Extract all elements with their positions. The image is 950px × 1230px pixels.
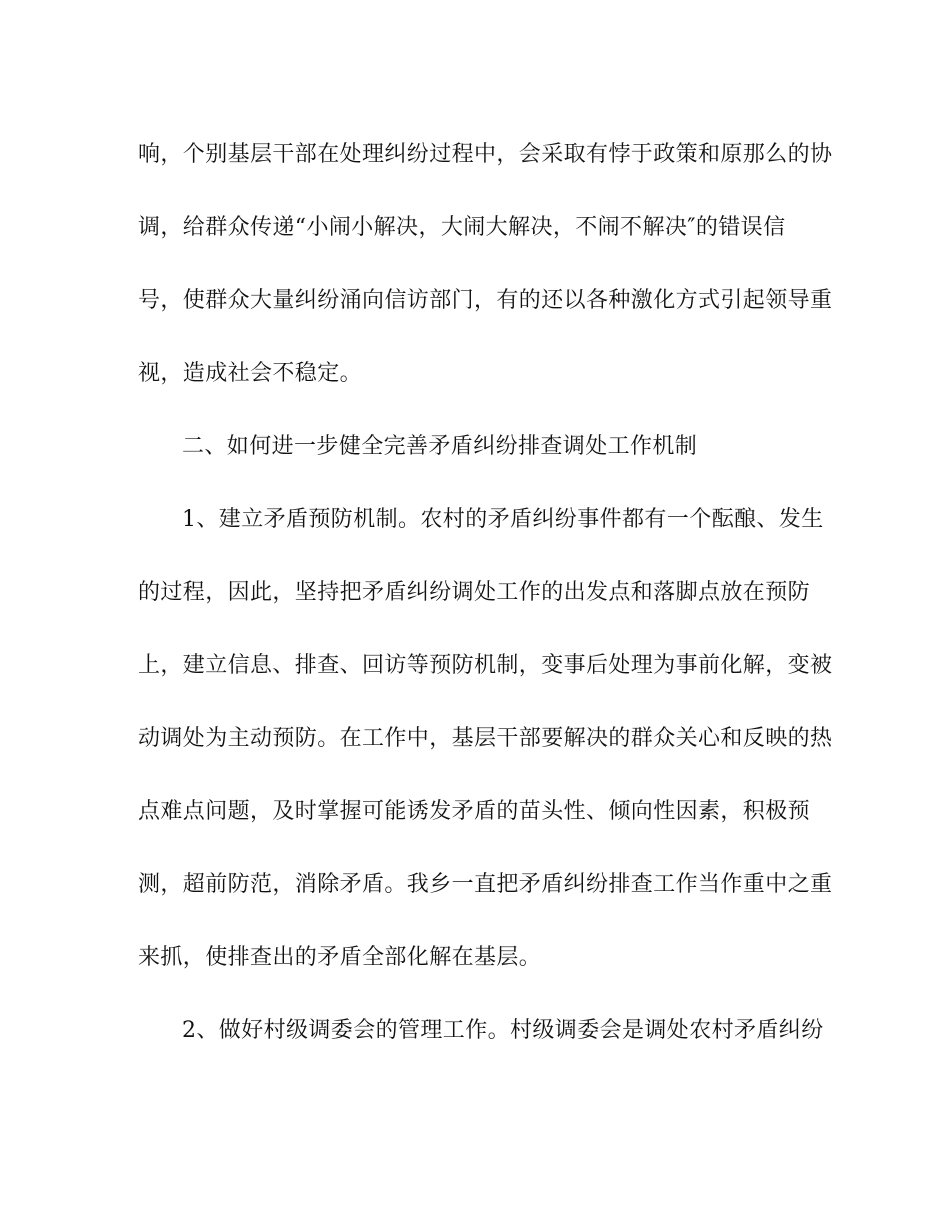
text-line: 来抓，使排查出的矛盾全部化解在基层。 xyxy=(138,945,542,970)
text-line: 调，给群众传递“小闹小解决，大闹大解决，不闹不解决″的错误信 xyxy=(138,215,786,240)
text-line: 号，使群众大量纠纷涌向信访部门，有的还以各种激化方式引起领导重 xyxy=(138,288,833,313)
text-line: 点难点问题，及时掌握可能诱发矛盾的苗头性、倾向性因素，积极预 xyxy=(138,799,811,824)
text-line: 动调处为主动预防。在工作中，基层干部要解决的群众关心和反映的热 xyxy=(138,726,833,751)
text-line: 2、做好村级调委会的管理工作。村级调委会是调处农村矛盾纠纷 xyxy=(182,1018,824,1043)
text-line: 的过程，因此，坚持把矛盾纠纷调处工作的出发点和落脚点放在预防 xyxy=(138,580,811,605)
text-line: 响，个别基层干部在处理纠纷过程中，会采取有悖于政策和原那么的协 xyxy=(138,142,833,167)
text-line: 测，超前防范，消除矛盾。我乡一直把矛盾纠纷排查工作当作重中之重 xyxy=(138,872,833,897)
text-line: 1、建立矛盾预防机制。农村的矛盾纠纷事件都有一个酝酿、发生 xyxy=(182,507,824,532)
text-line: 上，建立信息、排查、回访等预防机制，变事后处理为事前化解，变被 xyxy=(138,653,833,678)
text-line: 视，造成社会不稳定。 xyxy=(138,361,363,386)
section-heading: 二、如何进一步健全完善矛盾纠纷排查调处工作机制 xyxy=(182,434,698,459)
